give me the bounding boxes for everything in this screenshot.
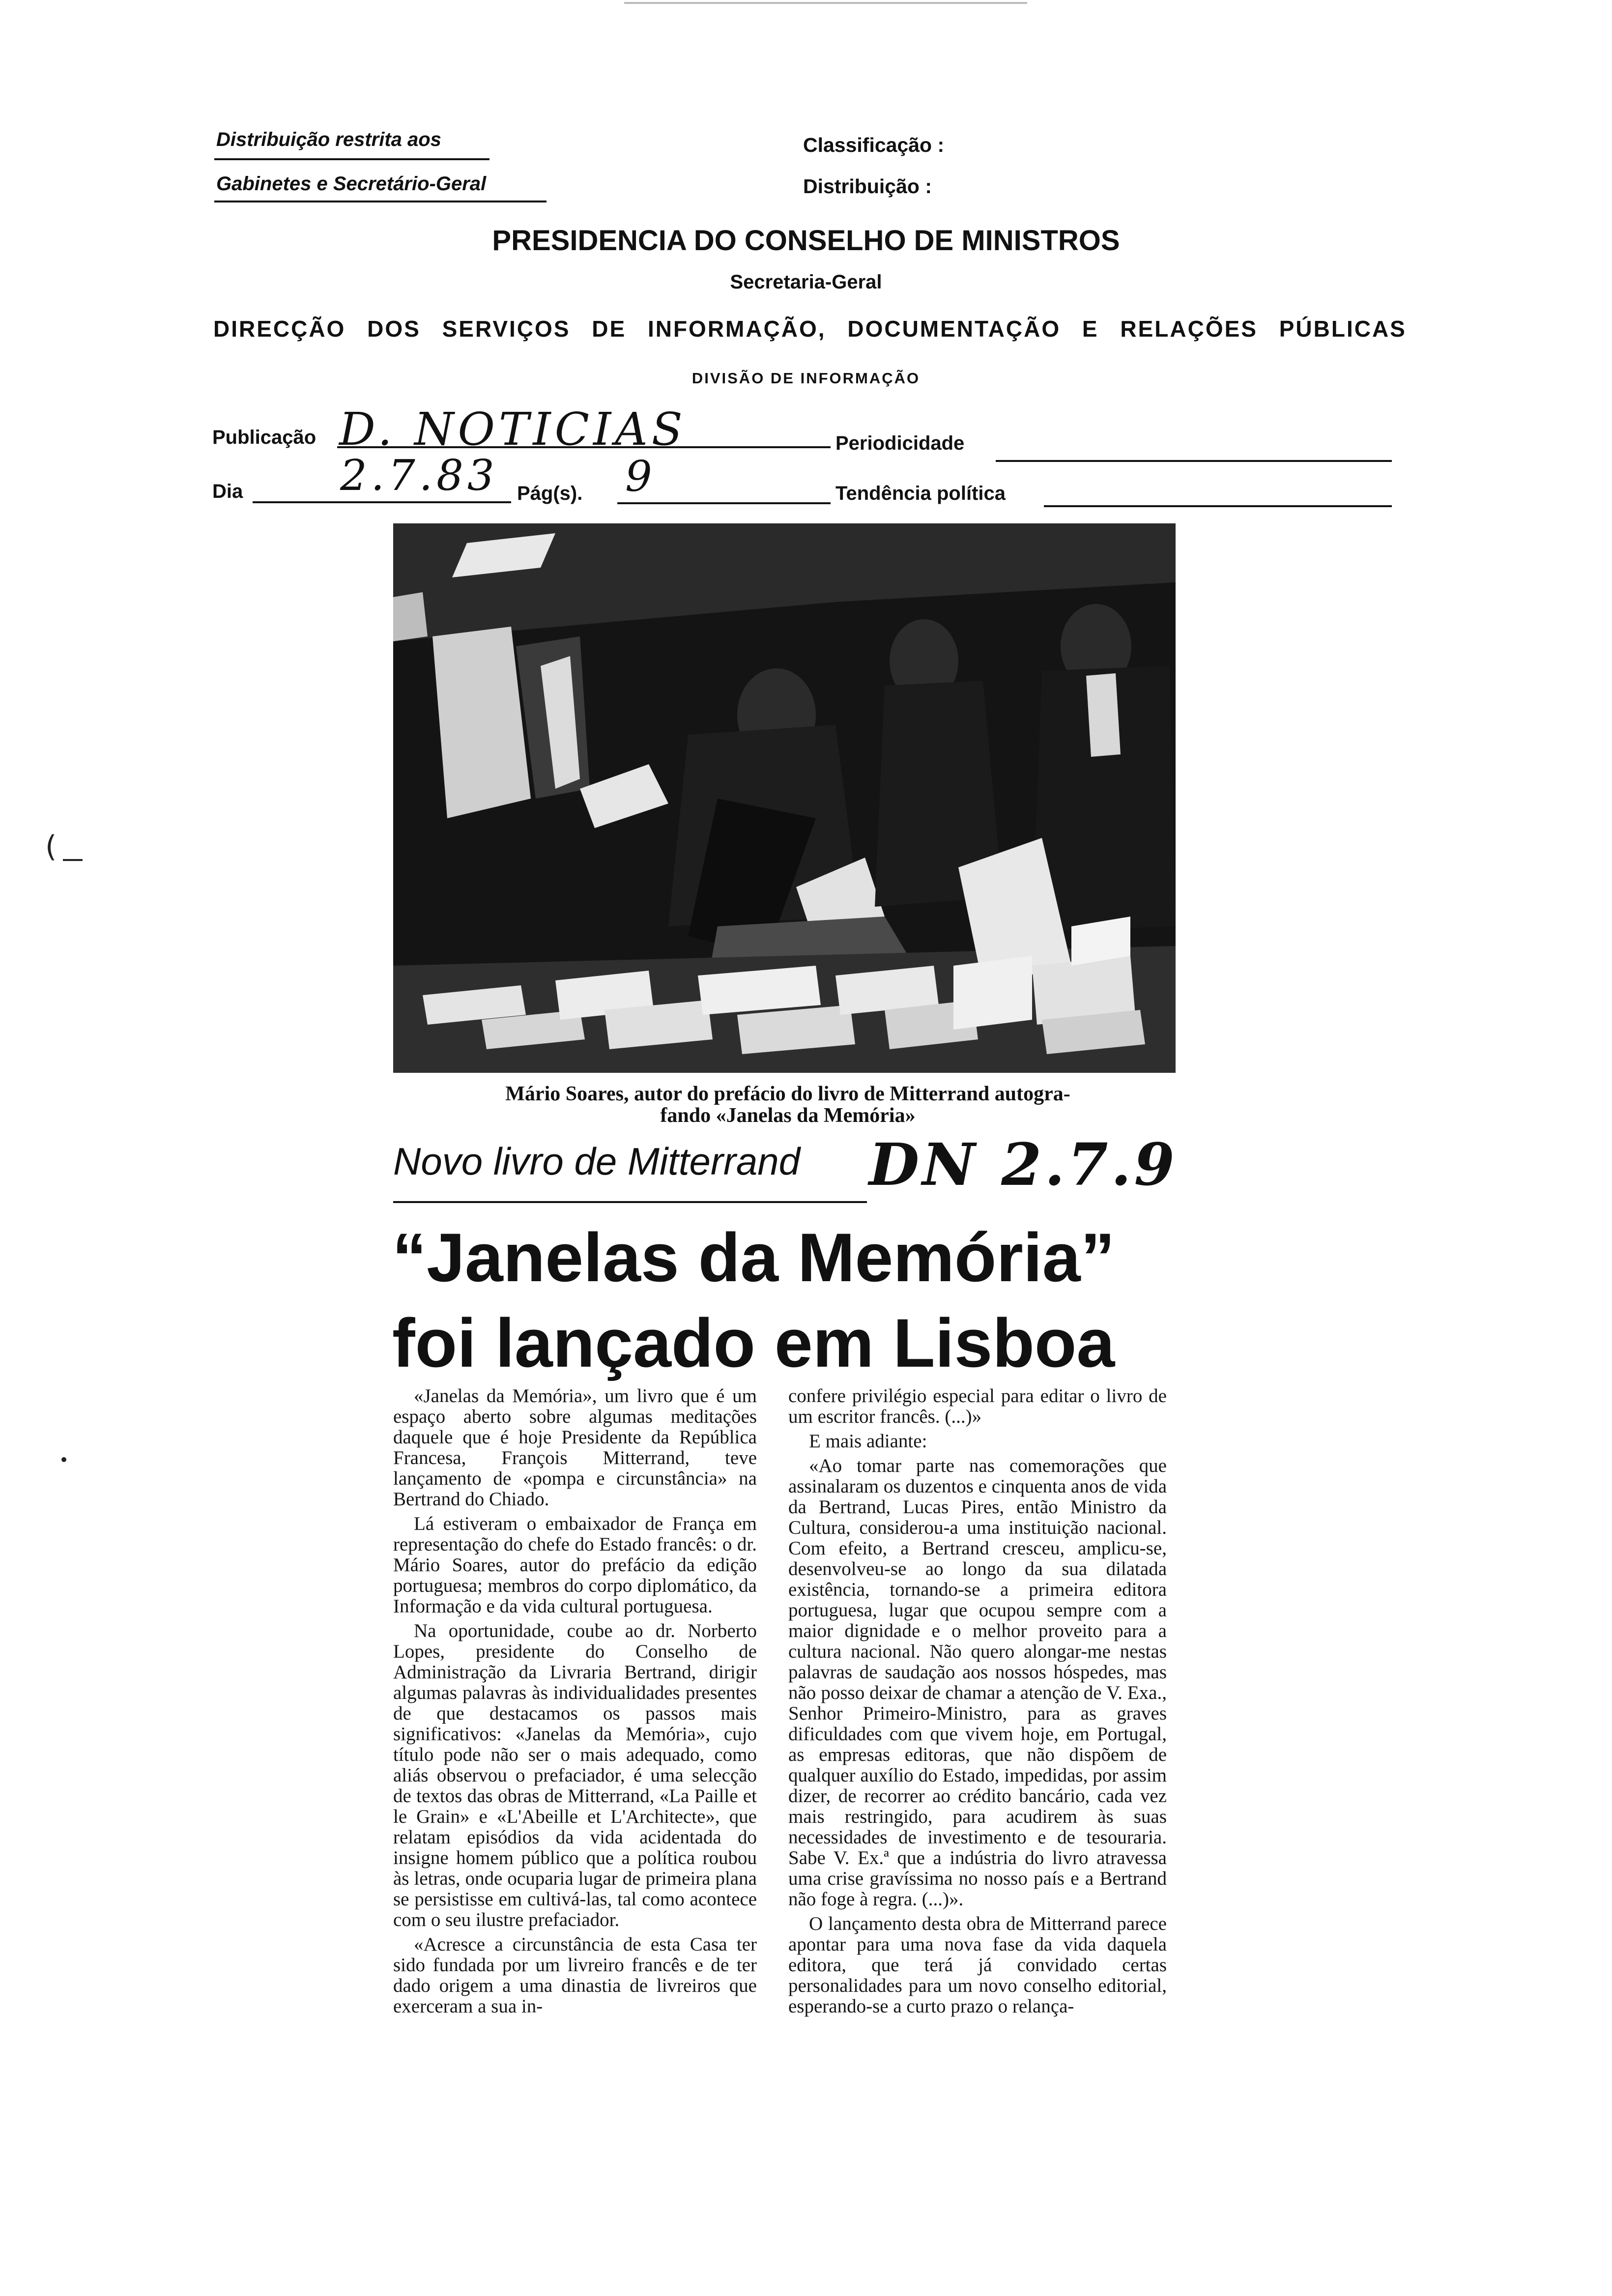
col1-paragraph-1: «Janelas da Memória», um livro que é um espaço aberto sobre algumas meditações daquele que é hoje Presidente da República Francesa, François Mitterrand, teve lançamento de «pompa e circunstância» na Bertrand do Chiado. [393,1386,757,1510]
news-photo [393,523,1176,1073]
directorate-line: DIRECÇÃO DOS SERVIÇOS DE INFORMAÇÃO, DOCUMENTAÇÃO E RELAÇÕES PÚBLICAS [213,316,1407,342]
photo-caption-line2: fando «Janelas da Memória» [660,1104,916,1127]
distribution-label: Distribuição : [803,175,932,198]
day-handwritten: 2.7.83 [340,451,498,500]
publication-label: Publicação [212,427,317,448]
periodicity-line [996,460,1392,462]
pages-handwritten: 9 [625,452,652,501]
scan-artifact-top [624,2,1027,4]
col2-paragraph-3: «Ao tomar parte nas comemorações que assinalaram os duzentos e cinquenta anos de vida da Bertrand, Lucas Pires, então Ministro da Cultura, considerou-a uma instituição nacional. Com efeito, a Bertrand cresceu, amplicu-se, desenvolveu-se ao longo da sua dilatada existência, tornando-se a primeira editora portuguesa, lugar que ocupou sempre com a maior dignidade e o melhor proveito para a cultura nacional. Não quero alongar-me nestas palavras de saudação aos nossos hóspedes, mas não posso deixar de chamar a atenção de V. Exa., Senhor Primeiro-Ministro, para as graves dificuldades com que vivem hoje, em Portugal, as empresas editoras, que não dispõem de qualquer auxílio do Estado, impedidas, por assim dizer, de recorrer ao crédito bancário, cada vez mais restringido, para acudirem às suas necessidades de investimento e de tesouraria. Sabe V. Ex.ª que a indústria do livro atravessa uma crise gravíssima no nosso país e a Bertrand não foge à regra. (...)». [788,1455,1167,1910]
restricted-underline-1 [214,158,489,160]
pages-label: Pág(s). [517,483,583,504]
political-tendency-label: Tendência política [835,483,1006,504]
col2-paragraph-1: confere privilégio especial para editar o livro de um escritor francês. (...)» [788,1386,1167,1427]
pages-line [617,502,831,504]
division-label: DIVISÃO DE INFORMAÇÃO [691,370,921,387]
kicker-underline [393,1201,867,1203]
handwritten-reference: DN 2.7.9 [869,1130,1178,1199]
scan-artifact-dot [61,1457,66,1462]
photo-caption-line1: Mário Soares, autor do prefácio do livro de Mitterrand autogra- [505,1083,1070,1105]
news-photo-svg [393,523,1176,1073]
col2-paragraph-4: O lançamento desta obra de Mitterrand parece apontar para uma nova fase da vida daquela editora, que terá já convidado certas personalidades para um novo conselho editorial, esperando-se a curto prazo o relança- [788,1913,1167,2017]
article-column-1 [393,1386,757,2296]
col1-paragraph-3: Na oportunidade, coube ao dr. Norberto Lopes, presidente do Conselho de Administração da Livraria Bertrand, dirigir algumas palavras às individualidades presentes de que destacamos os passos mais significativos: «Janelas da Memória», cujo título pode não ser o mais adequado, como aliás observou o prefaciador, é uma selecção de textos das obras de Mitterrand, «La Paille et le Grain» e «L'Abeille et L'Architecte», que relatam episódios da vida acidentada do insigne homem público que a política roubou às letras, onde ocuparia lugar de primeira plana se persistisse em cultivá-las, tal como acontece com o seu ilustre prefaciador. [393,1620,757,1930]
restricted-underline-2 [214,201,547,202]
restricted-distribution-line1: Distribuição restrita aos [216,129,441,150]
col2-paragraph-2: E mais adiante: [809,1431,927,1452]
article-column-2 [788,1386,1167,2296]
org-title: PRESIDENCIA DO CONSELHO DE MINISTROS [492,225,1120,257]
scan-artifact-dash [63,859,83,861]
headline-line1: “Janelas da Memória” [392,1219,1115,1296]
political-tendency-line [1044,505,1392,507]
col1-paragraph-2: Lá estiveram o embaixador de França em representação do chefe do Estado francês: o dr. Mário Soares, autor do prefácio da edição portuguesa; membros do corpo diplomático, da Informação e da vida cultural portuguesa. [393,1513,757,1617]
classification-label: Classificação : [803,134,945,156]
article-kicker: Novo livro de Mitterrand [393,1140,800,1183]
headline-line2: foi lançado em Lisboa [392,1304,1115,1381]
scan-artifact-bracket: ( [45,830,57,864]
col1-paragraph-4: «Acresce a circunstância de esta Casa ter sido fundada por um livreiro francês e de ter dado origem a uma dinastia de livreiros que exerceram a sua in- [393,1934,757,2017]
day-line [253,501,511,503]
publication-handwritten: D. NOTICIAS [339,403,687,456]
restricted-distribution-line2: Gabinetes e Secretário-Geral [216,173,487,195]
org-subtitle: Secretaria-Geral [730,271,882,293]
periodicity-label: Periodicidade [835,432,965,454]
day-label: Dia [212,481,243,502]
